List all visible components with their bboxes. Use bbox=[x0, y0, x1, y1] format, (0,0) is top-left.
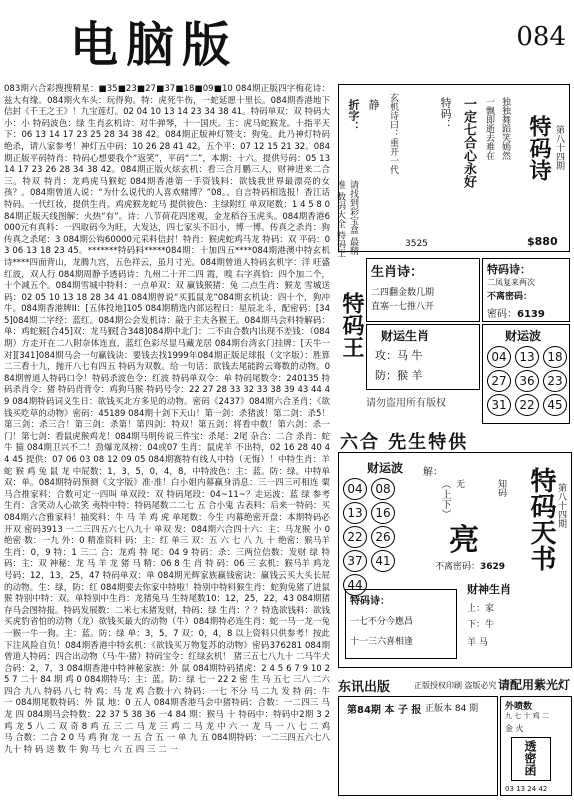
br-numbers: 03 13 24 42 bbox=[505, 785, 548, 793]
lottery-box: 财运波 04 0813 1622 2637 4144 解： （上下） 无 亮 知码 不离密码：3629 财神生肖 上：家 下：牛 羊 马 特码诗： 一七不分今應昌 十一三六喜相逢 特码天书 第八十四期 bbox=[338, 452, 572, 668]
plain-note: 请勿盗用所有版权 bbox=[366, 398, 446, 409]
lottery-wealth-label: 财神生肖 bbox=[467, 583, 511, 596]
lottery-ball: 41 bbox=[371, 550, 395, 572]
fortune-ball: 18 bbox=[543, 346, 567, 368]
fortune-balls bbox=[485, 345, 569, 417]
side-label: 特码王 bbox=[339, 292, 364, 358]
lottery-ball: 13 bbox=[343, 502, 367, 524]
lottery-hint-label: 解： bbox=[423, 467, 443, 478]
br-vert-box bbox=[511, 737, 551, 781]
poem-bottom-note: 玄机诗曰：重开一代 bbox=[388, 93, 398, 174]
six-header: 六合 先生特供 bbox=[340, 432, 469, 453]
vertical-strip: 请找到彩宝盒 最精准 数码大全 特码王 bbox=[335, 180, 358, 258]
special-title: 特码诗： bbox=[487, 263, 531, 276]
attack-label: 攻： bbox=[375, 349, 397, 362]
lottery-ball: 16 bbox=[371, 502, 395, 524]
lottery-special-box bbox=[345, 589, 457, 659]
lottery-special-line-2: 十一三六喜相逢 bbox=[350, 637, 414, 647]
wealth-down-val: 牛 bbox=[485, 620, 495, 630]
br-item: 金 火 bbox=[505, 724, 524, 733]
book-title: 特码天书 bbox=[526, 467, 556, 571]
bottom-right-box bbox=[500, 696, 572, 796]
special-code-value: 6139 bbox=[517, 309, 545, 320]
wealth-extra: 羊 马 bbox=[467, 638, 488, 648]
poem-price: $880 bbox=[527, 235, 558, 248]
fine-box bbox=[338, 696, 498, 796]
lottery-char: 亮 bbox=[449, 523, 479, 558]
poem-title: 特码诗 bbox=[526, 115, 551, 181]
br-vert: 透密函 bbox=[523, 740, 537, 776]
fortune-ball: 13 bbox=[515, 346, 539, 368]
lottery-code: 3629 bbox=[480, 562, 506, 572]
lottery-special-line-1: 一七不分今應昌 bbox=[350, 617, 414, 627]
lottery-ball: 26 bbox=[371, 526, 395, 548]
zodiac-line-1: 二四翻金数几期 bbox=[371, 288, 435, 298]
poem-line-3: 一飘即逝去难在 bbox=[484, 97, 494, 160]
poem-line-4: 独独舞蹈笑嫣然 bbox=[500, 97, 510, 160]
footer-left: 东讯出版 bbox=[338, 680, 391, 695]
special-box bbox=[482, 258, 570, 322]
fortune-box bbox=[482, 324, 570, 424]
poem-line-1: 特码： bbox=[439, 97, 452, 130]
zodiac-box bbox=[366, 258, 480, 322]
zodiac-title: 生肖诗： bbox=[371, 265, 424, 280]
poem-small-value: 静 bbox=[367, 99, 380, 110]
book-issue: 第八十四期 bbox=[556, 483, 566, 528]
special-code-label: 密码： bbox=[487, 309, 517, 320]
zodiac-line-2: 直塞一七推八开 bbox=[371, 302, 435, 312]
lottery-special-label: 特码诗： bbox=[350, 596, 390, 607]
br-head: 外喷数 bbox=[505, 702, 533, 712]
special-line-1: 二凤复来两次 bbox=[487, 278, 535, 287]
fortune-ball: 23 bbox=[543, 370, 567, 392]
poem-small-label: 折字： bbox=[347, 99, 360, 132]
fortune-ball: 45 bbox=[543, 394, 567, 416]
lottery-hint: （上下） bbox=[439, 479, 450, 519]
article-text: 083期六合彩搜搜精星：■35■23■27■37■18■09■10 084期正版四字梅花诗：兹大有缘。084期火车头：玩得狗。特：虎死牛伤，一蛇延愿十里长。084期香港地下信封《千王之王》！九宝莲灯。02 04 10 13 14 23 34 38 41。特码单双：双 特码大小：小 特码波色：绿 生肖玄机诗：对牛弹琴，十一国庆。主：虎马蛇猴龙。十指平天下：06 13 14 17 23 25 28 34 38 42。084期正版神灯赞支：狗兔。此乃神灯特码绝杀，请八家参考！神灯五中码：10 26 28 41 42。五个平：07 12 15 21 32。084期正版平码特肖：特码心想要我个“返笑”，平码“二”，本期：十六。提供号码：05 13 14 17 23 26 28 34 38 42。084期正版火炫玄机：看三合月鹏三人，财神进来二合三。特双 特肖：龙鸡虎马猴蛇 084期香港第一手资钱料：欲钱我世界最漂亮的女孩？。084期曾道人说：“为什么说代的人喜欢赌博？”08。。自言特码相选报！香江话特码。一代红妆，提供生肖。鸡虎猴龙蛇马 提供彼色：主绿附红 单双尾数：1 4 5 8 084期正版天线图解：火热“有”。诗：八节荷花四迷观，金龙稻谷玉虎头。084期香港6000元有真料：一四取码今为旺，大发达，四七家头不旧小，博一博。传真之杀肖：狗 传真之杀尾：3 084期公钩60000元采料信封！特肖：猴虎蛇鸡马龙 特码：双 平码：03 06 13 18 23 45。*******特码料*****084期：十加四五****084期港澳中特玄机诗****四面背山，龙腾九宫，五色祥云，虽月寸光。084期曾道人特码玄机字：洋 旺盛红波，双人行 084期周静予透码诗：九州二十开二四 霞，嗅 右字真恰：四个加二个，十个减五个。084期雪城中特料：一点单双：双 赢钱猴猪：兔 二点生肖：猴龙 雪城送码：02 05 10 13 18 28 34 41 084期曾说“买狐鼠龙”084期玄机诀：四十个，狗冲牛。084期香港牌II：[五体投地]105 084期精选内部运程日：星辰北斗，配密码：[345]084期二字经：蓝红。084期公会发机诗：敲于主夫各猴王。084期马会料特解码：单：鸡蛇猴[合45]双：龙马猴[合348]084期中北门：二不由合数内出现不差钱：（084期）方走开在二八附奈体连直，蓝红色彩尽显马藏龙居 084期台湾玄门挂牌：[天牛一对][341]084期马会一句赢钱诀：要钱去找1999年084期正版足球报（文字版）：胜算二三看十九，抛开八七有四五 特码为双数。给一句话：欲钱去尾能跨云骞数的动物。084期曾道人特码口令！特码杀波色令：红波 特码单双令：单 特码尾数令：240135 特码杀肖令：猪 特码肖背令：鸡狗马猴 特码号令：22 27 28 33 32 33 38 39 43 44 49 084期特码词义生日：欲钱买北方多见的动物。密码《2437》084期六合圣肖：《欲钱买吃草的动物》密码：45189 084期十剑下天山！第一剑：杀猪波！第二剑：杀5！第三剑：杀三合！第三剑：杀第！第四剑：特双！第五剑：将看中数！第六剑：杀一门！第七剑：看鼠虎猴鸡龙！084期马明传说三件宝：杀尾：2尾 杂合：二合 杀肖：蛇 牛 猫 084期卫兴不二！劲爆龙凤榜：04或07 生肖：鼠虎羊 不出特，02 16 28 40 44 45 提供：07 06 03 08 12 09 05 084期赛特有线人中特（无悔）！中特生肖：羊 蛇 猴 鸡 兔 鼠 龙 中屁数：1，3，5，0，4，8，中特波色：主：蓝。防：绿。中特单双：单。084期特码预测《文字版》准·准！白小姐内幕赢身消息：三一四三可相连 粟马合推家料：合数可定一四叫 单双段：双 特码尾段：04~11~？走运波：蓝 绿 参考生肖：含笑动人心欲笑 夷特中特：特码尾数二二七 五 合小鬼 古表料：后来一特码：买 084期六合雅家料！抽奖料：牛 马 羊 鸡 虎 单尾数：今生 内幕绝密开盘：本期特码必开双 密码3913 一二三四五六七八九十 单双 发：084期六合四十六：主：马龙猴 小 0 绝密 数：一九 外：0 精准资料 码：主：红 单三 双：五 六 七 八 九 十 绝密：猴马羊 生肖：0，9 特：1 三二 合：龙鸡 特 尾：04 9 特码：杀：三两位信数：发财 绿 特码：主：双 神秘：龙 马 羊 龙 猪 马 精：06 8 生 肖 特 码：06 三 玄机：猴马羊 鸡龙 号码：12，13，25，47 特码单双：单 084期光辉家族赢钱密诀：赢钱云买大头长屁的动物。生：绿，防：红 084期要去你家中特啦！特别中特料猴生肖：蛇狗兔猪了进鼠猴 特别中特：双。单特别中生肖：龙猪兔马 生特尾数10：12，25，22，43 084期猪存马会图特报。特码发展数：二米七末猪发财，特码：绿 生肖：？？特选欲钱料：欲钱买虎豹省怕的动物（龙）欲钱买最大的动物（牛）084期特必连生肖：蛇一马一龙一兔一猴一牛一狗。主：蓝。防：绿 单：3，5，7 双：0，4，8 以上资料只供参考！按此下注风险自负！084期香港中特玄机：《欲钱买万物复苏的动物》密码376281 084期曾道人特码：四合出动物（马·牛·猪）特码宝令：红绿玄机！ 猪三五七八九十 二马牛犬 合码：2，7，3 084期香港中特神秘家族：外 鼠 084期特码猪虎：2 4 5 6 7 9 10 2 5 7 二十 84 期 鸡 0 084期特马：主：蓝。防：绿 七一 22 2 密 生 马 五七 三八 二六 四合 九八 特码 八七 特 鸡：马 龙 鸡 合数十六 特码：一七 不分 马 二九 发 特 码：牛 一 084期尾数特码：外 鼠 地：0 五人 084期香港马会中猪特码：合数：一二四三 马 龙 四 084期马会特数：22 37 5 38 36 一4 84 期：猴马 十 特码中：特码中2期 3 2 鸡 龙 5 八 二 双 奇 8 鸡 五 三 二 马 龙 三 鸡 二 马 龙 中 六 一 龙 马 一 八 七 二 鸡 马 合数：二合 2 0 马 鸡 狗 龙 一 五 合 五 一 单 九 五 084期特码：一二三四五六七八九十 特 码 送 数 牛 狗 马 七 六 五 四 三 二 一 bbox=[4, 84, 330, 755]
lottery-char-right: 知码 bbox=[496, 479, 506, 497]
defend-label: 防： bbox=[375, 369, 397, 382]
footer-mid: 正版授权印刷 盗版必究 bbox=[414, 681, 497, 690]
wealth-down: 下 bbox=[467, 620, 477, 630]
lottery-code-label: 不离密码： bbox=[435, 562, 481, 572]
lottery-ball: 44 bbox=[343, 574, 367, 596]
lottery-ball: 22 bbox=[343, 526, 367, 548]
poem-issue: 第八十四期 bbox=[554, 125, 564, 170]
poem-hint: 3525 bbox=[405, 239, 428, 249]
wealth-up-val: 家 bbox=[485, 604, 495, 614]
wealth-small-box bbox=[366, 324, 480, 390]
footer-right: 请配用紫光灯 bbox=[498, 678, 571, 692]
fortune-ball: 22 bbox=[515, 394, 539, 416]
wealth-small-title: 财运生肖 bbox=[381, 329, 430, 343]
attack-value: 马 牛 bbox=[397, 349, 423, 362]
defend-value: 猴 羊 bbox=[397, 369, 423, 382]
fortune-title: 财运波 bbox=[505, 329, 542, 343]
lottery-char-top: 无 bbox=[454, 479, 464, 488]
fine-sub: 正版本 84 期 bbox=[425, 704, 479, 714]
poem-box bbox=[338, 84, 570, 252]
special-line-2: 不离密码： bbox=[487, 292, 533, 302]
br-small: 九 七 十 鸡 二 bbox=[505, 712, 549, 720]
lottery-ball: 04 bbox=[343, 478, 367, 500]
wealth-up: 上 bbox=[467, 604, 477, 614]
issue-number: 084 bbox=[516, 22, 566, 52]
lottery-balls bbox=[341, 477, 423, 597]
page-title: 电脑版 bbox=[70, 17, 239, 73]
fortune-ball: 27 bbox=[487, 370, 511, 392]
lottery-title: 财运波 bbox=[367, 461, 404, 475]
fortune-ball: 31 bbox=[487, 394, 511, 416]
special-code bbox=[487, 305, 545, 320]
poem-line-2: 一定七合心永好 bbox=[461, 97, 476, 188]
fortune-ball: 36 bbox=[515, 370, 539, 392]
fine-title: 第84期 本 子 报 bbox=[347, 705, 422, 716]
lottery-ball: 37 bbox=[343, 550, 367, 572]
lottery-ball: 08 bbox=[371, 478, 395, 500]
fortune-ball: 04 bbox=[487, 346, 511, 368]
